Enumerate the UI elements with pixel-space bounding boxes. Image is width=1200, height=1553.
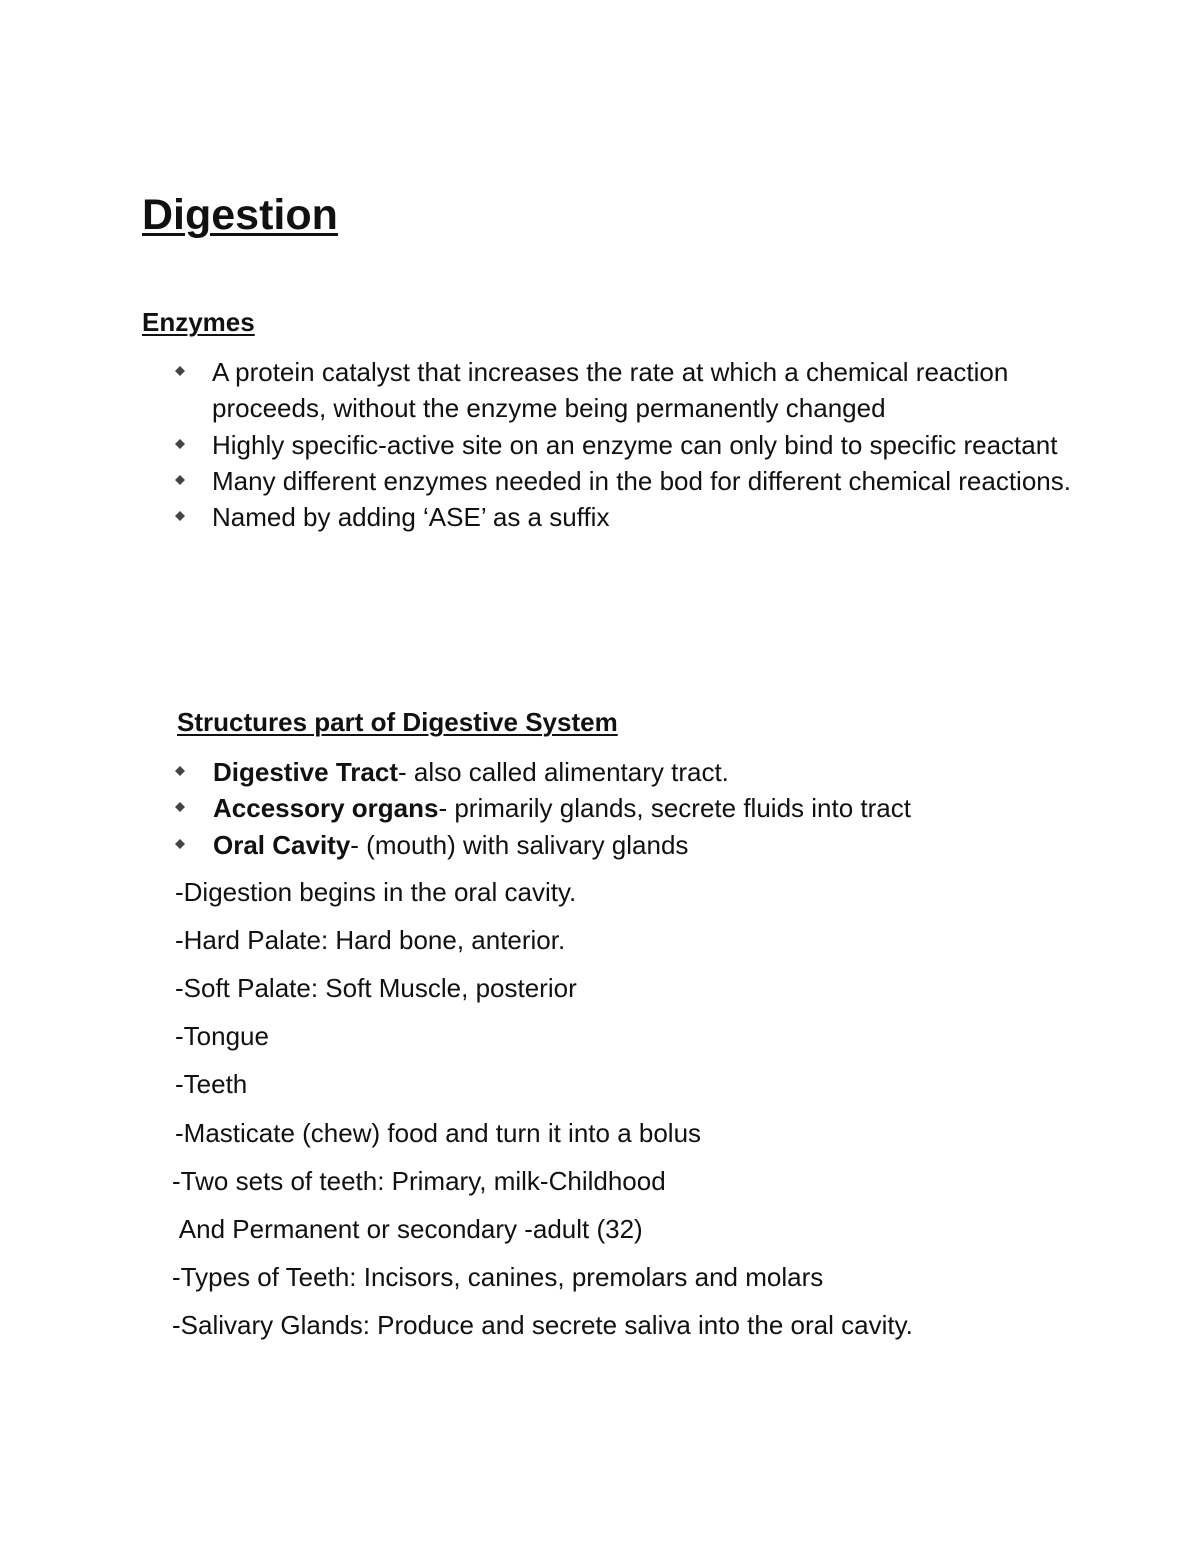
note-line: -Tongue (175, 1021, 269, 1051)
enzyme-item-text: Named by adding ‘ASE’ as a suffix (212, 502, 610, 533)
bullet-diamond-icon (175, 439, 185, 449)
note-line: -Salivary Glands: Produce and secrete saliva into the oral cavity. (172, 1310, 913, 1340)
note-line: And Permanent or secondary -adult (32) (173, 1214, 643, 1244)
list-item (0, 754, 1090, 790)
enzyme-item-text: Highly specific-active site on an enzyme can only bind to specific reactant (212, 429, 1058, 460)
note-line: -Teeth (175, 1069, 248, 1099)
structure-term: Accessory organs (213, 793, 439, 824)
enzymes-list (0, 354, 1090, 535)
list-item (0, 790, 1090, 826)
note-line: -Two sets of teeth: Primary, milk-Childhood (172, 1166, 666, 1196)
note-line: -Digestion begins in the oral cavity. (175, 877, 577, 907)
note-line: -Types of Teeth: Incisors, canines, premolars and molars (172, 1262, 824, 1292)
enzyme-item-text: A protein catalyst that increases the rate at which a chemical reaction proceeds, without the enzyme being permanently changed (212, 357, 1009, 424)
structure-description: - primarily glands, secrete fluids into tract (438, 793, 911, 824)
note-line: -Masticate (chew) food and turn it into a bolus (175, 1118, 702, 1148)
enzyme-item-text: Many different enzymes needed in the bod for different chemical reactions. (212, 465, 1071, 496)
note-line: -Soft Palate: Soft Muscle, posterior (175, 973, 577, 1003)
structure-description: - (mouth) with salivary glands (350, 829, 689, 860)
bullet-diamond-icon (175, 366, 185, 376)
list-item (0, 463, 1090, 499)
note-line: -Hard Palate: Hard bone, anterior. (175, 925, 566, 955)
bullet-diamond-icon (175, 839, 185, 849)
list-item (0, 499, 1090, 535)
list-item (0, 827, 1090, 863)
list-item (0, 354, 1090, 427)
bullet-diamond-icon (175, 511, 185, 521)
structures-heading: Structures part of Digestive System (177, 707, 618, 737)
structure-term: Digestive Tract (213, 757, 398, 787)
enzymes-heading: Enzymes (142, 307, 255, 337)
structure-term: Oral Cavity (213, 829, 351, 860)
document-title: Digestion (142, 191, 338, 239)
bullet-diamond-icon (175, 475, 185, 485)
list-item (0, 427, 1090, 463)
bullet-diamond-icon (175, 766, 185, 776)
structure-description: - also called alimentary tract. (397, 757, 729, 787)
bullet-diamond-icon (175, 802, 185, 812)
structures-list (0, 754, 1090, 863)
